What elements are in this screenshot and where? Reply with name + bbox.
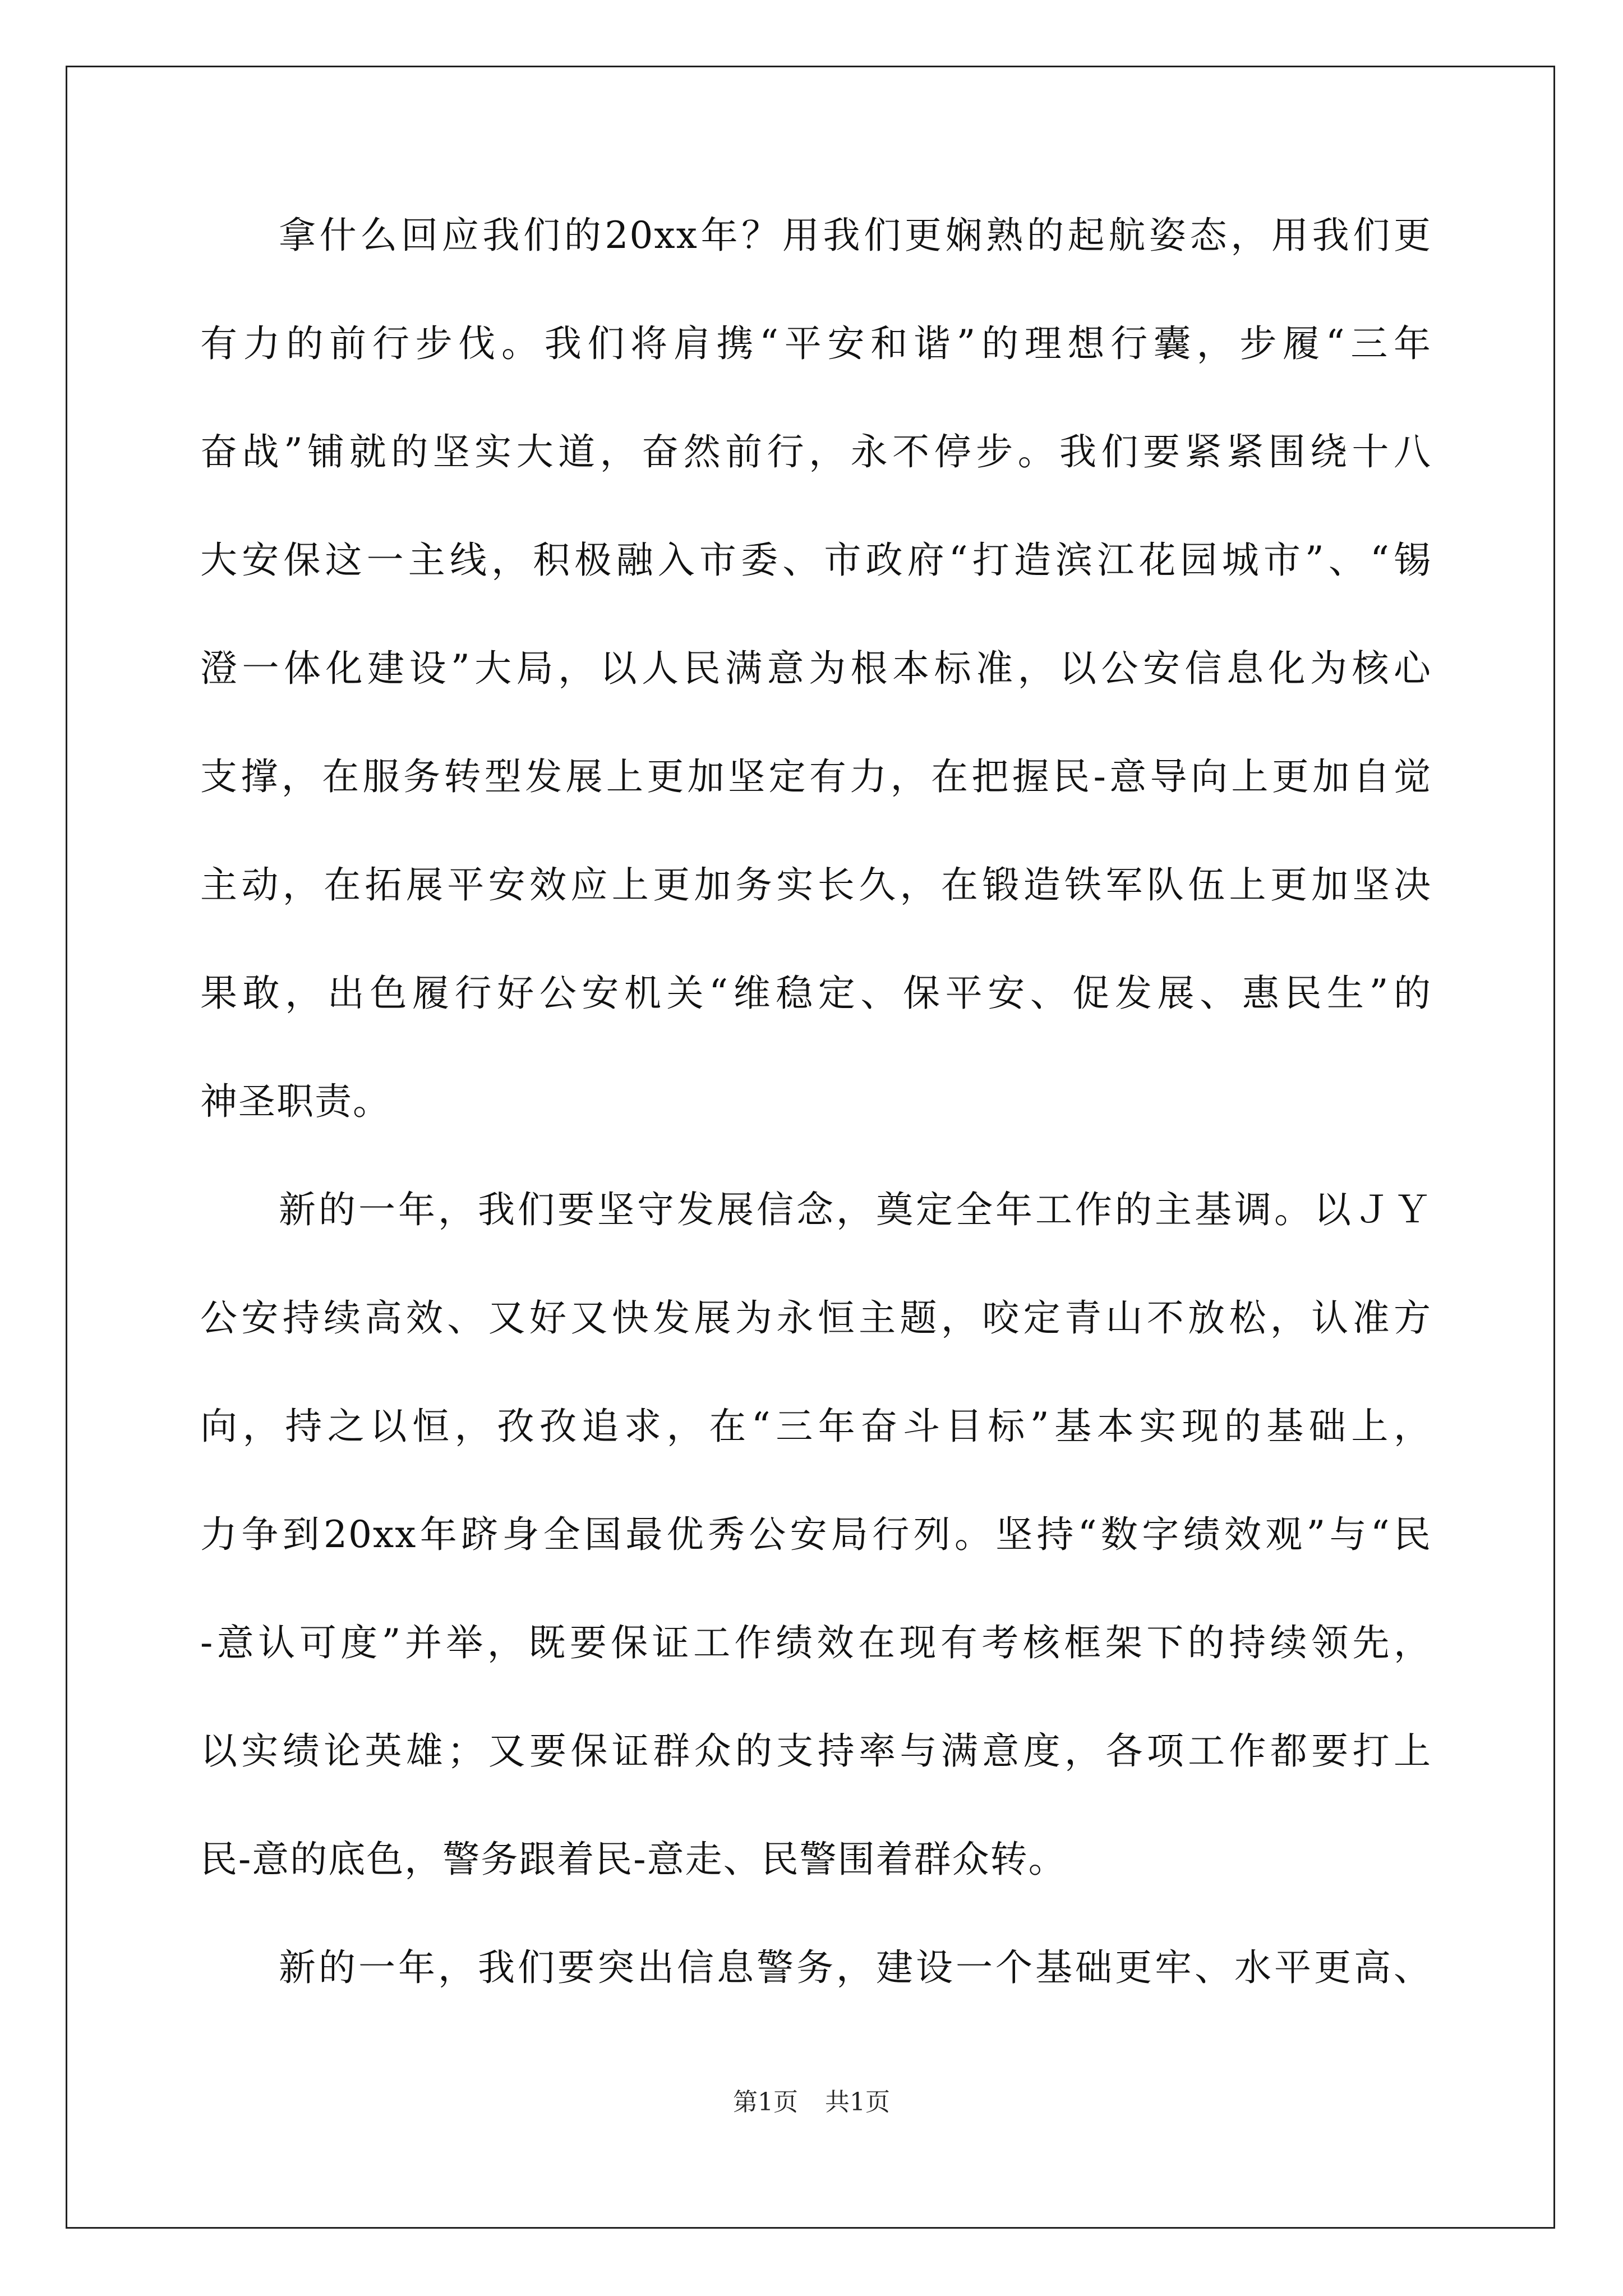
paragraph-3 [200, 1940, 1432, 2048]
text-line: 新的一年，我们要坚守发展信念，奠定全年工作的主基调。以ＪＹ [279, 1188, 1432, 1231]
text-line: 以实绩论英雄；又要保证群众的支持率与满意度，各项工作都要打上 [200, 1729, 1432, 1773]
page-footer [0, 2086, 1623, 2119]
text-line: 神圣职责。 [200, 1080, 391, 1123]
text-line: 拿什么回应我们的20xx年？用我们更娴熟的起航姿态，用我们更 [279, 214, 1432, 257]
text-line: 奋战”铺就的坚实大道，奋然前行，永不停步。我们要紧紧围绕十八 [200, 430, 1432, 473]
text-line: 主动，在拓展平安效应上更加务实长久，在锻造铁军队伍上更加坚决 [200, 863, 1432, 907]
text-line: 有力的前行步伐。我们将肩携“平安和谐”的理想行囊，步履“三年 [200, 322, 1432, 365]
text-line: 大安保这一主线，积极融入市委、市政府“打造滨江花园城市”、“锡 [200, 539, 1432, 582]
text-line: 民-意的底色，警务跟着民-意走、民警围着群众转。 [200, 1838, 1067, 1881]
text-line: 新的一年，我们要突出信息警务，建设一个基础更牢、水平更高、 [279, 1946, 1432, 1989]
text-line: 力争到20xx年跻身全国最优秀公安局行列。坚持“数字绩效观”与“民 [200, 1513, 1432, 1556]
text-line: 澄一体化建设”大局，以人民满意为根本标准，以公安信息化为核心 [200, 647, 1432, 690]
page-number: 第1页 [733, 2088, 798, 2116]
text-line: 支撑，在服务转型发展上更加坚定有力，在把握民-意导向上更加自觉 [200, 755, 1432, 798]
page-total: 共1页 [825, 2088, 890, 2116]
paragraph-1 [200, 208, 1432, 1182]
paragraph-2 [200, 1182, 1432, 1940]
text-line: -意认可度”并举，既要保证工作绩效在现有考核框架下的持续领先， [200, 1621, 1432, 1664]
text-line: 公安持续高效、又好又快发展为永恒主题，咬定青山不放松，认准方 [200, 1296, 1432, 1340]
text-line: 向，持之以恒，孜孜追求，在“三年奋斗目标”基本实现的基础上， [200, 1405, 1432, 1448]
text-line: 果敢，出色履行好公安机关“维稳定、保平安、促发展、惠民生”的 [200, 972, 1432, 1015]
document-body [200, 208, 1432, 2048]
